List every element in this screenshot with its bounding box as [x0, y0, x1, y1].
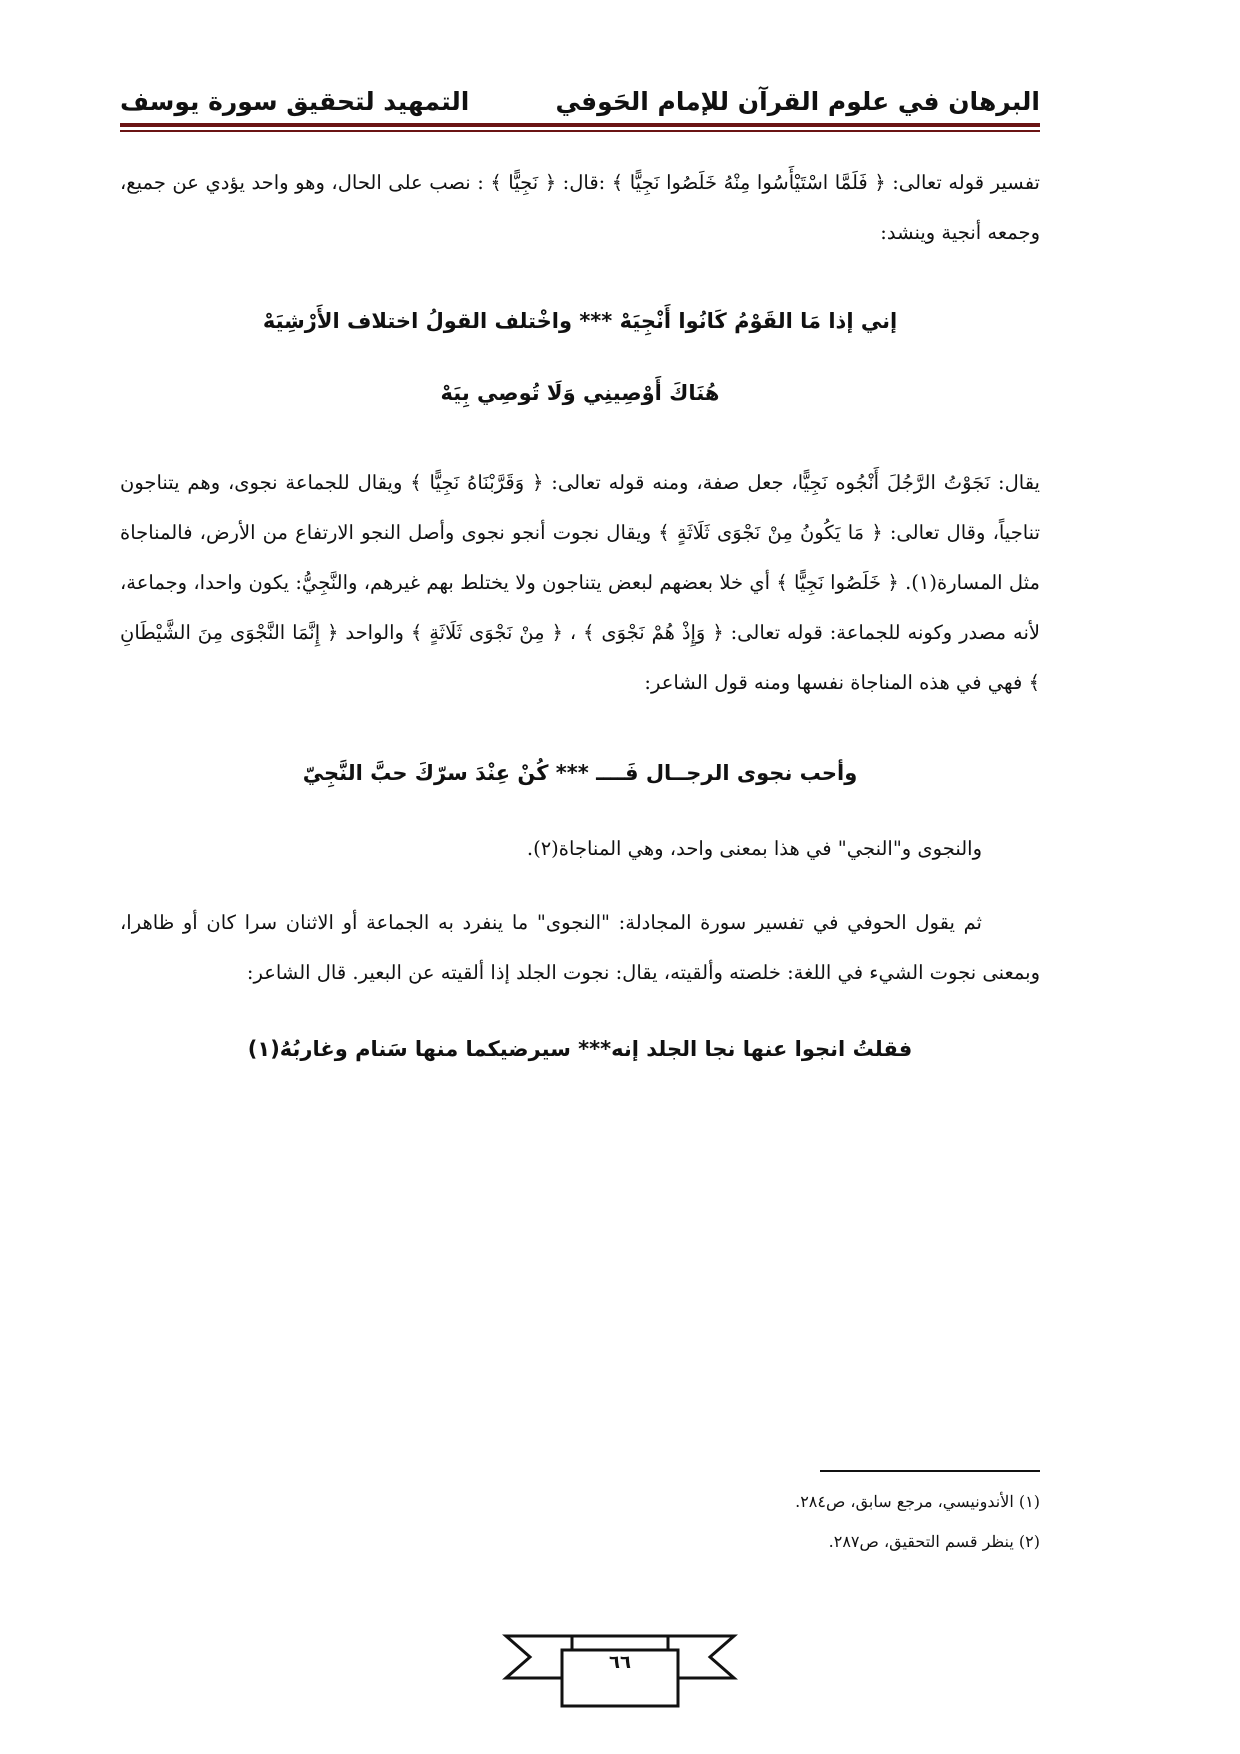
verse-line-3: وأحب نجوى الرجــال فَــــ *** كُنْ عِنْدَ سرّكَ حبَّ النَّجِيّ	[302, 761, 858, 785]
footnote-1: (١) الأندونيسي، مرجع سابق، ص٢٨٤.	[795, 1492, 1040, 1511]
body-text	[120, 158, 1040, 1074]
paragraph-4: ثم يقول الحوفي في تفسير سورة المجادلة: "النجوى" ما ينفرد به الجماعة أو الاثنان سرا كان أو ظاهرا، وبمعنى نجوت الشيء في اللغة: خلصته وألقيته، يقال: نجوت الجلد إذا ألقيته عن البعير. قال الشاعر:	[120, 911, 1040, 984]
paragraph-1: تفسير قوله تعالى: ﴿ فَلَمَّا اسْتَيْأَسُوا مِنْهُ خَلَصُوا نَجِيًّا ﴾ :قال: ﴿ نَجِيًّا ﴾ : نصب على الحال، وهو واحد يؤدي عن جميع، وجمعه أنجية وينشد:	[120, 171, 1040, 244]
footnotes	[120, 1482, 1040, 1562]
header-chapter-title: التمهيد لتحقيق سورة يوسف	[120, 87, 470, 116]
footnote-2: (٢) ينظر قسم التحقيق، ص٢٨٧.	[828, 1532, 1040, 1551]
running-header	[120, 70, 1040, 116]
header-rule-thick	[120, 123, 1040, 127]
page-number: ٦٦	[609, 1652, 631, 1673]
verse-line-1: إني إذا مَا القَوْمُ كَانُوا أَنْجِيَهْ *** واخْتلف القولُ اختلاف الأَرْشِيَهْ	[262, 309, 898, 333]
verse-line-2: هُنَاكَ أَوْصِينِي وَلَا تُوصِي بِيَهْ	[440, 381, 720, 405]
footnote-separator	[820, 1470, 1040, 1472]
verse-line-4: فقلتُ انجوا عنها نجا الجلد إنه*** سيرضيكما منها سَنام وغاربُهُ(١)	[247, 1037, 913, 1061]
paragraph-3: والنجوى و"النجي" في هذا بمعنى واحد، وهي المناجاة(٢).	[526, 837, 982, 860]
paragraph-2: يقال: نَجَوْتُ الرَّجُلَ أَنْجُوه نَجِيًّا، جعل صفة، ومنه قوله تعالى: ﴿ وَقَرَّبْنَاهُ نَجِيًّا ﴾ ويقال للجماعة نجوى، وهم يتناجون تناجياً، وقال تعالى: ﴿ مَا يَكُونُ مِنْ نَجْوَى ثَلَاثَةٍ ﴾ ويقال نجوت أنجو نجوى وأصل النجو الارتفاع من الأرض، فالمناجاة مثل المسارة(١). ﴿ خَلَصُوا نَجِيًّا ﴾ أي خلا بعضهم لبعض يتناجون ولا يختلط بهم غيرهم، والنَّجِيُّ: يكون واحدا، وجماعة، لأنه مصدر وكونه للجماعة: قوله تعالى: ﴿ وَإِذْ هُمْ نَجْوَى ﴾ ، ﴿ مِنْ نَجْوَى ثَلَاثَةٍ ﴾ والواحد ﴿ إِنَّمَا النَّجْوَى مِنَ الشَّيْطَانِ ﴾ فهي في هذه المناجاة نفسها ومنه قول الشاعر:	[120, 471, 1040, 694]
header-book-title: البرهان في علوم القرآن للإمام الحَوفي	[555, 87, 1040, 116]
header-rule-thin	[120, 130, 1040, 132]
